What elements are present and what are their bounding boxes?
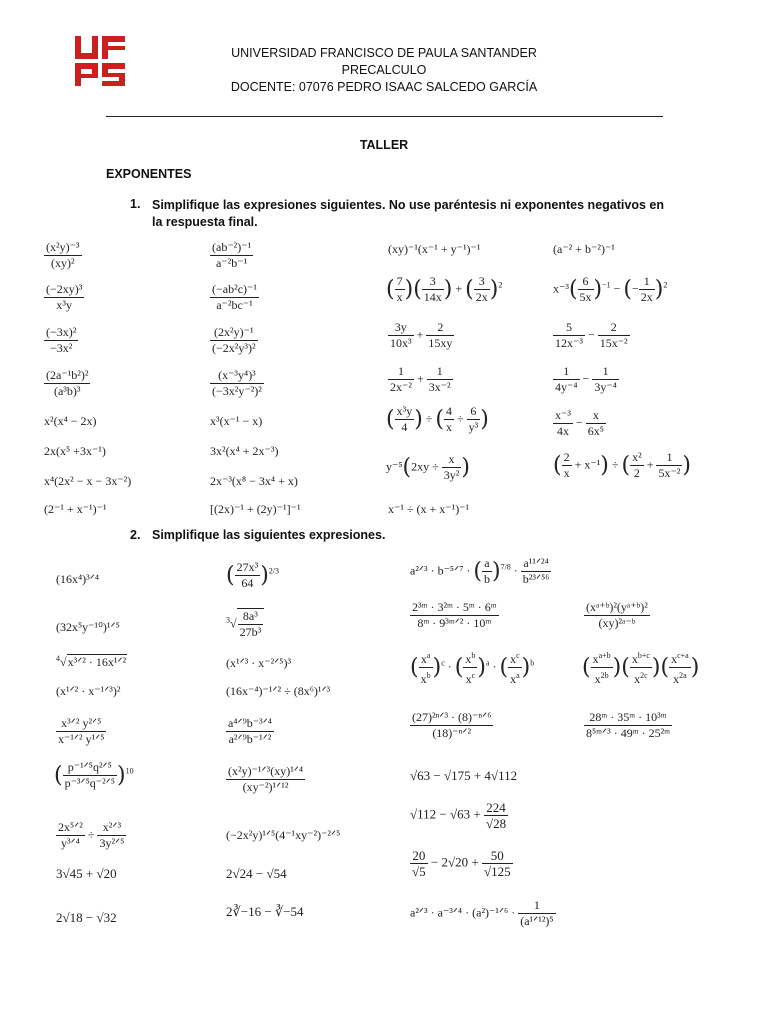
exercise-2-item: $\frac{\text{2³ᵐ · 3²ᵐ · 5ᵐ · 6ᵐ}}{\text{8ᵐ · 9³ᵐᐟ² · 10ᵐ}}$ xyxy=(412,600,497,630)
university-name: UNIVERSIDAD FRANCISCO DE PAULA SANTANDER xyxy=(231,46,537,60)
exercise-2-item: $\frac{\text{(27)²ⁿᐟ³ · (8)⁻ⁿᐟ⁶}}{\text{(18)⁻ⁿᐟ²}}$ xyxy=(412,710,492,740)
exercise-1-item: 2x⁻³(x⁸ − 3x⁴ + x) xyxy=(210,474,298,488)
exercise-2-item: √112 − √63 + $\frac{224}{√28}$ xyxy=(410,800,507,831)
exercise-1-item: ( $\frac{2}{x}$ + x⁻¹) ÷ ( $\frac{\text{x²}}{2}$ + $\frac{1}{\text{5x⁻²}}$ ) xyxy=(553,450,691,480)
question-2-number: 2. xyxy=(130,528,141,542)
exercise-2-item: a²ᐟ³ · b⁻⁵ᐟ⁷ · ( $\frac{a}{b}$ )$^{7/8}$ · $\frac{\text{a¹¹ᐟ²⁴}}{\text{b²³ᐟ⁵⁶}}$ xyxy=(410,556,550,586)
exercise-2-item: $\frac{\text{x³ᐟ² y²ᐟ⁵}}{\text{x⁻¹ᐟ² y¹ᐟ⁵}}$ xyxy=(58,716,105,746)
exercise-2-item: (−2x²y)¹ᐟ⁵(4⁻¹xy⁻²)⁻²ᐟ⁵ xyxy=(226,828,341,842)
exercise-2-item: (16x⁴)³ᐟ⁴ xyxy=(56,572,100,586)
exercise-2-item: 2√24 − √54 xyxy=(226,866,287,881)
exercise-2-item: a²ᐟ³ · a⁻³ᐟ⁴ · (a²)⁻¹ᐟ⁶ · $\frac{1}{\text{(a¹ᐟ¹²)⁵}}$ xyxy=(410,898,554,928)
exercise-1-item: 3x²(x⁴ + 2x⁻³) xyxy=(210,444,279,458)
exercise-1-item: $\frac{\text{(−2xy)³}}{\text{x³y}}$ xyxy=(46,282,83,312)
exercise-1-item: (a⁻² + b⁻²)⁻¹ xyxy=(553,242,615,256)
exercise-1-item: $\frac{\text{(−3x)²}}{\text{−3x²}}$ xyxy=(46,325,77,355)
exercise-2-item: (16x⁻⁴)⁻¹ᐟ² ÷ (8x⁶)¹ᐟ³ xyxy=(226,684,331,698)
exercise-1-item: $\frac{\text{(x²y)⁻³}}{\text{(xy)²}}$ xyxy=(46,240,80,270)
exercise-1-item: ( $\frac{7}{x}$ )( $\frac{3}{14x}$ ) + ( $\frac{3}{2x}$ )$^2$ xyxy=(386,274,503,304)
exercise-1-item: $\frac{1}{\text{2x⁻²}}$ + $\frac{1}{\text{3x⁻²}}$ xyxy=(390,364,451,394)
exercise-1-item: (2⁻¹ + x⁻¹)⁻¹ xyxy=(44,502,107,516)
exercise-1-item: [(2x)⁻¹ + (2y)⁻¹]⁻¹ xyxy=(210,502,301,516)
exercise-1-item: x³(x⁻¹ − x) xyxy=(210,414,263,428)
exercise-2-item: $\frac{\text{28ᵐ · 35ᵐ · 10³ᵐ}}{\text{8⁵ᵐᐟ³ · 49ᵐ · 25²ᵐ}}$ xyxy=(586,710,671,740)
course-name: PRECALCULO xyxy=(341,63,427,77)
exercise-2-item: ( $\frac{x^a}{x^b}$ )$^c$ · ( $\frac{x^b}{x^c}$ )$^a$ · ( $\frac{x^c}{x^a}$ )$^b$ xyxy=(410,648,534,687)
exercise-2-item: (32x⁵y⁻¹⁰)¹ᐟ⁵ xyxy=(56,620,120,634)
exercise-2-item: ( $\frac{x^{a+b}}{x^{2b}}$ )( $\frac{x^{b+c}}{x^{2c}}$ )( $\frac{x^{c+a}}{x^{2a}}$ ) xyxy=(582,648,699,687)
exercise-2-item: ( $\frac{\text{p⁻¹ᐟ⁵q²ᐟ⁵}}{\text{p⁻³ᐟ⁵q⁻²ᐟ⁵}}$ )$^{10}$ xyxy=(54,760,134,790)
exercise-1-item: x⁴(2x² − x − 3x⁻²) xyxy=(44,474,132,488)
section-title: EXPONENTES xyxy=(106,167,192,181)
exercise-1-item: $\frac{5}{\text{12x⁻³}}$ − $\frac{2}{\text{15x⁻²}}$ xyxy=(555,320,628,350)
exercise-2-item: $^3$√ $\frac{\text{8a³}}{\text{27b³}}$ xyxy=(226,608,264,640)
exercise-1-item: x⁻¹ ÷ (x + x⁻¹)⁻¹ xyxy=(388,502,470,516)
exercise-1-item: x⁻³( $\frac{6}{5x}$ )$^{-1}$ − (− $\frac{1}{2x}$ )$^2$ xyxy=(553,274,668,304)
exercise-1-item: $\frac{\text{(ab⁻²)⁻¹}}{\text{a⁻²b⁻¹}}$ xyxy=(212,240,252,270)
exercise-1-item: $\frac{\text{(−ab²c)⁻¹}}{\text{a⁻²bc⁻¹}}$ xyxy=(212,282,257,312)
teacher-name: DOCENTE: 07076 PEDRO ISAAC SALCEDO GARCÍA xyxy=(230,80,538,94)
exercise-1-item: y⁻⁵(2xy ÷ $\frac{x}{\text{3y²}}$ ) xyxy=(386,452,470,482)
question-1-number: 1. xyxy=(130,197,141,211)
exercise-2-item: $\frac{\text{2x⁵ᐟ²}}{\text{y³ᐟ⁴}}$ ÷ $\frac{\text{x²ᐟ³}}{\text{3y²ᐟ⁵}}$ xyxy=(58,820,125,850)
exercise-1-item: $\frac{3y}{\text{10x³}}$ + $\frac{2}{15xy}$ xyxy=(390,320,453,350)
page-title: TALLER xyxy=(359,138,409,152)
exercise-2-item: 2√18 − √32 xyxy=(56,910,117,925)
university-logo xyxy=(75,36,125,86)
exercise-2-item: $\frac{\text{(xᵃ⁺ᵇ)²(yᵃ⁺ᵇ)²}}{\text{(xy)²ᵃ⁻ᵇ}}$ xyxy=(586,600,648,630)
exercise-2-item: ( $\frac{\text{27x³}}{64}$ )$^{2/3}$ xyxy=(226,560,280,590)
question-2-text: Simplifique las siguientes expresiones. xyxy=(152,528,386,542)
exercise-1-item: 2x(x⁵ +3x⁻¹) xyxy=(44,444,106,458)
exercise-2-item: 3√45 + √20 xyxy=(56,866,117,881)
exercise-2-item: √63 − √175 + 4√112 xyxy=(410,768,518,783)
exercise-2-item: (x¹ᐟ³ · x⁻²ᐟ⁵)³ xyxy=(226,656,292,670)
exercise-2-item: 2∛−16 − ∛−54 xyxy=(226,904,304,919)
exercise-2-item: $\frac{\text{(x²y)⁻¹ᐟ³(xy)¹ᐟ⁴}}{\text{(xy⁻²)¹ᐟ¹²}}$ xyxy=(228,764,304,794)
exercise-2-item: $\frac{20}{√5}$ − 2√20 + $\frac{50}{√125}$ xyxy=(412,848,511,879)
exercise-1-item: ( $\frac{\text{x³y}}{4}$ ) ÷ ( $\frac{4}{x}$ ÷ $\frac{6}{\text{y³}}$ ) xyxy=(386,404,489,434)
exercise-1-item: (xy)⁻¹(x⁻¹ + y⁻¹)⁻¹ xyxy=(388,242,481,256)
exercise-1-item: $\frac{1}{\text{4y⁻⁴}}$ − $\frac{1}{\text{3y⁻⁴}}$ xyxy=(555,364,617,394)
exercise-2-item: (x¹ᐟ² · x⁻¹ᐟ³)² xyxy=(56,684,121,698)
exercise-1-item: x²(x⁴ − 2x) xyxy=(44,414,97,428)
exercise-1-item: $\frac{\text{(x⁻³y⁴)³}}{\text{(−3x²y⁻²)²}}$ xyxy=(212,368,262,398)
exercise-1-item: $\frac{\text{x⁻³}}{4x}$ − $\frac{x}{\text{6x⁵}}$ xyxy=(555,408,604,438)
exercise-1-item: $\frac{\text{(2a⁻¹b²)²}}{\text{(a³b)³}}$ xyxy=(46,368,89,398)
header-divider xyxy=(106,116,663,117)
exercise-2-item: $^4$√x³ᐟ² · 16x¹ᐟ² xyxy=(56,654,127,669)
exercise-2-item: $\frac{\text{a⁴ᐟ⁹b⁻³ᐟ⁴}}{\text{a²ᐟ⁹b⁻¹ᐟ²}}$ xyxy=(228,716,272,746)
question-1-text: Simplifique las expresiones siguientes. No use paréntesis ni exponentes negativos en la respuesta final. xyxy=(152,198,664,229)
exercise-1-item: $\frac{\text{(2x²y)⁻¹}}{\text{(−2x²y³)²}}$ xyxy=(212,325,256,355)
